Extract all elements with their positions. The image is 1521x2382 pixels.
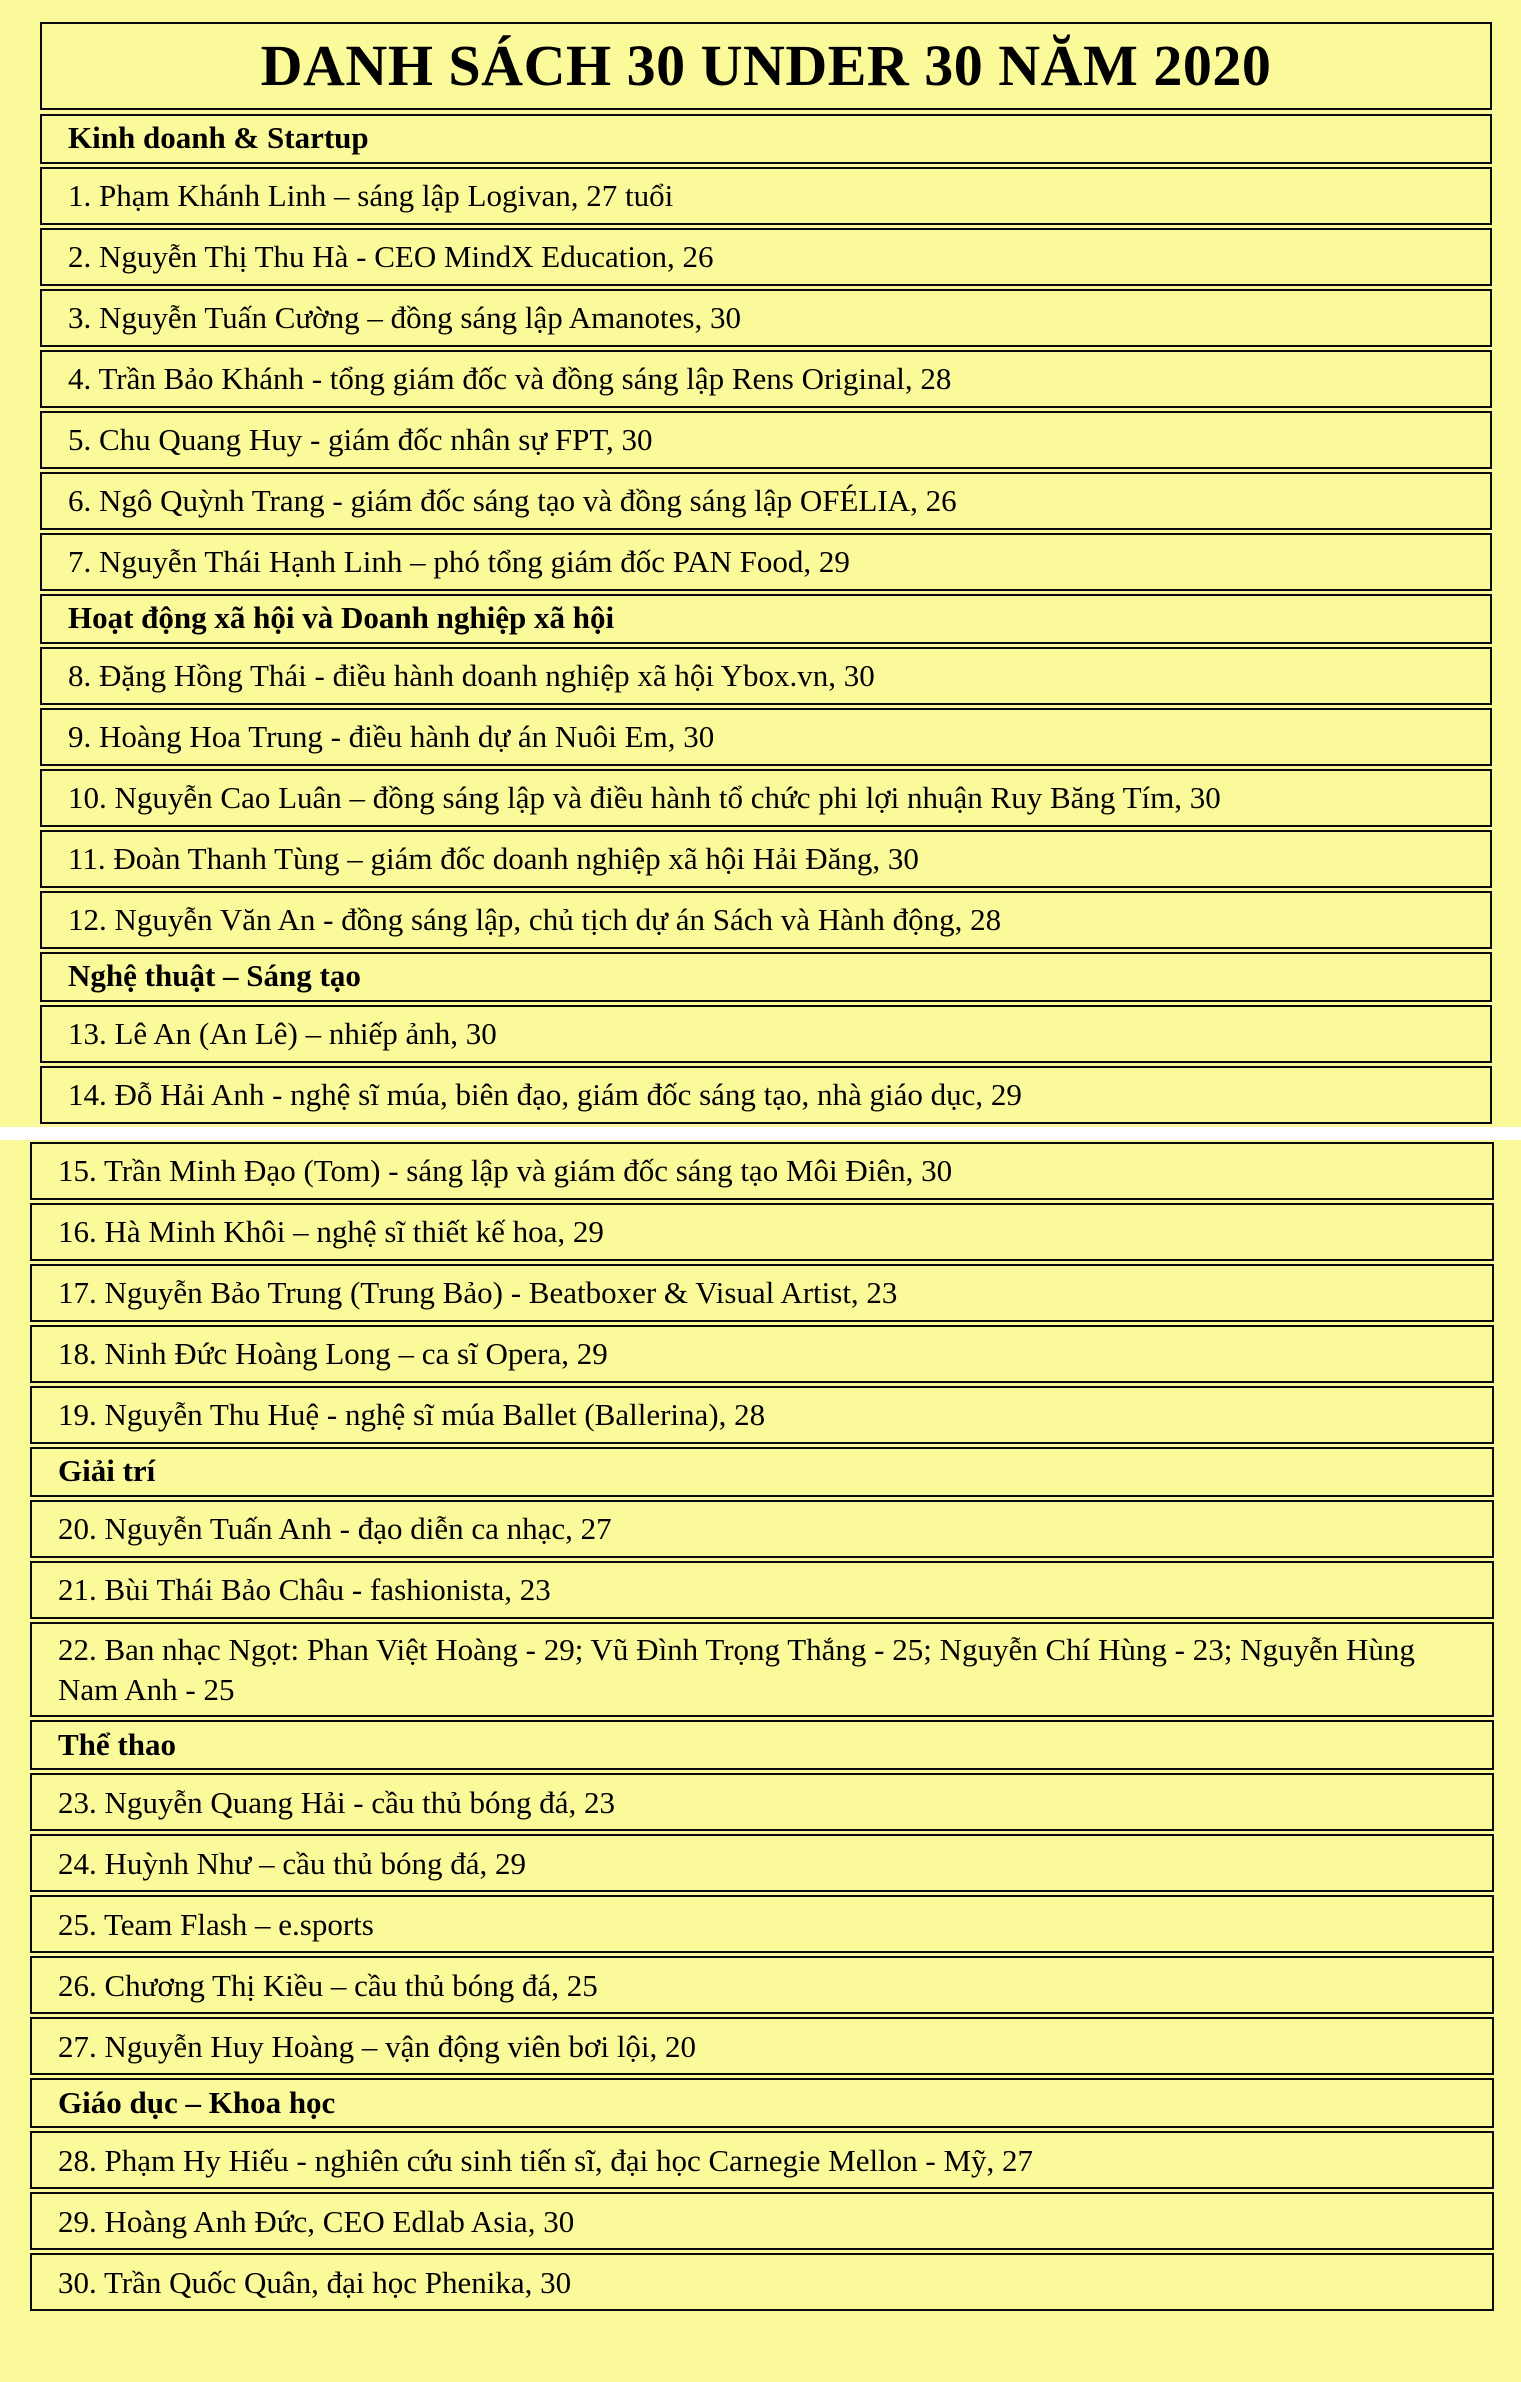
section-header: Hoạt động xã hội và Doanh nghiệp xã hội	[40, 594, 1492, 644]
screenshot-seam	[0, 1127, 1521, 1140]
list-item: 25. Team Flash – e.sports	[30, 1895, 1494, 1953]
list-item: 22. Ban nhạc Ngọt: Phan Việt Hoàng - 29; Vũ Đình Trọng Thắng - 25; Nguyễn Chí Hùng - 23; Nguyễn Hùng Nam Anh - 25	[30, 1622, 1494, 1717]
list-item: 27. Nguyễn Huy Hoàng – vận động viên bơi lội, 20	[30, 2017, 1494, 2075]
list-item: 8. Đặng Hồng Thái - điều hành doanh nghiệp xã hội Ybox.vn, 30	[40, 647, 1492, 705]
list-item: 13. Lê An (An Lê) – nhiếp ảnh, 30	[40, 1005, 1492, 1063]
list-item: 30. Trần Quốc Quân, đại học Phenika, 30	[30, 2253, 1494, 2311]
list-item: 24. Huỳnh Như – cầu thủ bóng đá, 29	[30, 1834, 1494, 1892]
page-title: DANH SÁCH 30 UNDER 30 NĂM 2020	[40, 22, 1492, 110]
list-item: 3. Nguyễn Tuấn Cường – đồng sáng lập Amanotes, 30	[40, 289, 1492, 347]
section-header: Nghệ thuật – Sáng tạo	[40, 952, 1492, 1002]
list-item: 16. Hà Minh Khôi – nghệ sĩ thiết kế hoa, 29	[30, 1203, 1494, 1261]
list-item: 9. Hoàng Hoa Trung - điều hành dự án Nuôi Em, 30	[40, 708, 1492, 766]
section-header: Thể thao	[30, 1720, 1494, 1770]
list-item: 10. Nguyễn Cao Luân – đồng sáng lập và điều hành tổ chức phi lợi nhuận Ruy Băng Tím, 30	[40, 769, 1492, 827]
list-item: 17. Nguyễn Bảo Trung (Trung Bảo) - Beatboxer & Visual Artist, 23	[30, 1264, 1494, 1322]
table-part-2	[30, 1141, 1494, 2311]
list-item: 6. Ngô Quỳnh Trang - giám đốc sáng tạo và đồng sáng lập OFÉLIA, 26	[40, 472, 1492, 530]
list-item: 26. Chương Thị Kiều – cầu thủ bóng đá, 25	[30, 1956, 1494, 2014]
list-item: 14. Đỗ Hải Anh - nghệ sĩ múa, biên đạo, giám đốc sáng tạo, nhà giáo dục, 29	[40, 1066, 1492, 1124]
list-item: 19. Nguyễn Thu Huệ - nghệ sĩ múa Ballet (Ballerina), 28	[30, 1386, 1494, 1444]
list-item: 29. Hoàng Anh Đức, CEO Edlab Asia, 30	[30, 2192, 1494, 2250]
list-item: 12. Nguyễn Văn An - đồng sáng lập, chủ tịch dự án Sách và Hành động, 28	[40, 891, 1492, 949]
list-item: 21. Bùi Thái Bảo Châu - fashionista, 23	[30, 1561, 1494, 1619]
list-item: 5. Chu Quang Huy - giám đốc nhân sự FPT, 30	[40, 411, 1492, 469]
list-item: 7. Nguyễn Thái Hạnh Linh – phó tổng giám đốc PAN Food, 29	[40, 533, 1492, 591]
list-item: 2. Nguyễn Thị Thu Hà - CEO MindX Education, 26	[40, 228, 1492, 286]
table-part-1	[40, 22, 1492, 1124]
document-page	[0, 22, 1521, 2382]
list-item: 1. Phạm Khánh Linh – sáng lập Logivan, 27 tuổi	[40, 167, 1492, 225]
section-header: Kinh doanh & Startup	[40, 114, 1492, 164]
list-item: 11. Đoàn Thanh Tùng – giám đốc doanh nghiệp xã hội Hải Đăng, 30	[40, 830, 1492, 888]
section-header: Giáo dục – Khoa học	[30, 2078, 1494, 2128]
list-item: 23. Nguyễn Quang Hải - cầu thủ bóng đá, 23	[30, 1773, 1494, 1831]
list-item: 18. Ninh Đức Hoàng Long – ca sĩ Opera, 29	[30, 1325, 1494, 1383]
list-item: 15. Trần Minh Đạo (Tom) - sáng lập và giám đốc sáng tạo Môi Điên, 30	[30, 1142, 1494, 1200]
list-item: 20. Nguyễn Tuấn Anh - đạo diễn ca nhạc, 27	[30, 1500, 1494, 1558]
section-header: Giải trí	[30, 1447, 1494, 1497]
list-item: 4. Trần Bảo Khánh - tổng giám đốc và đồng sáng lập Rens Original, 28	[40, 350, 1492, 408]
list-item: 28. Phạm Hy Hiếu - nghiên cứu sinh tiến sĩ, đại học Carnegie Mellon - Mỹ, 27	[30, 2131, 1494, 2189]
